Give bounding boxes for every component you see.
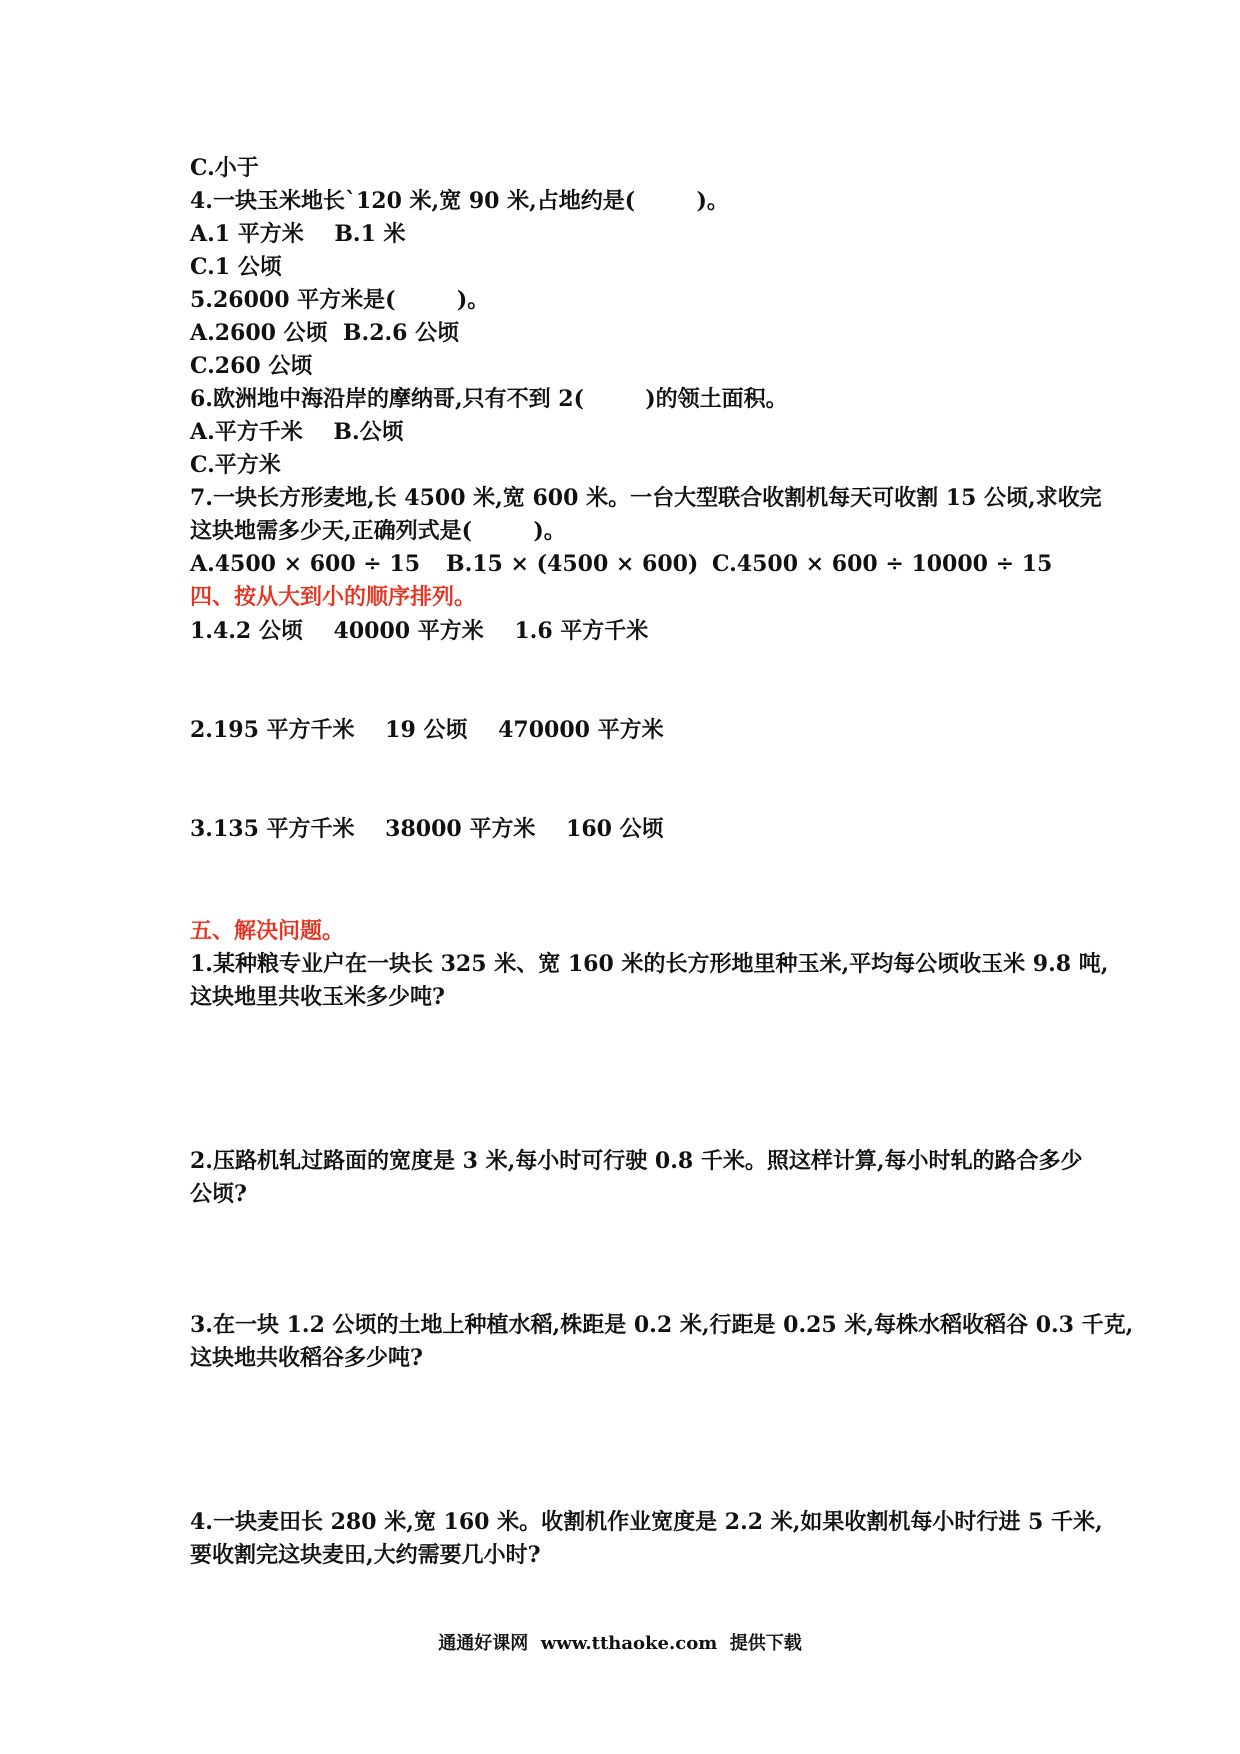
q5-option-c: C.260 公顷 [190,353,313,379]
q7-option-c: C.4500 × 600 ÷ 10000 ÷ 15 [712,551,1053,577]
problem-2-line1: 2.压路机轧过路面的宽度是 3 米,每小时可行驶 0.8 千米。照这样计算,每小时轧的路合多少 [190,1148,1083,1174]
footer-credit: 通通好课网 www.tthaoke.com 提供下载 [438,1633,802,1654]
q5-options-ab: A.2600 公顷 B.2.6 公顷 [190,320,460,346]
problem-4-line2: 要收割完这块麦田,大约需要几小时? [190,1542,541,1568]
sort-item-3: 3.135 平方千米 38000 平方米 160 公顷 [190,816,664,842]
sort-item-2: 2.195 平方千米 19 公顷 470000 平方米 [190,717,664,743]
q7-stem-line2: 这块地需多少天,正确列式是( )。 [190,518,566,544]
section5-heading: 五、解决问题。 [190,918,345,944]
problem-3-line2: 这块地共收稻谷多少吨? [190,1345,423,1371]
q7-option-a: A.4500 × 600 ÷ 15 [190,551,421,577]
sort-item-1: 1.4.2 公顷 40000 平方米 1.6 平方千米 [190,618,649,644]
q6-stem: 6.欧洲地中海沿岸的摩纳哥,只有不到 2( )的领土面积。 [190,386,788,412]
problem-2-line2: 公顷? [190,1181,247,1207]
problem-1-line2: 这块地里共收玉米多少吨? [190,984,445,1010]
q3-option-c: C.小于 [190,155,259,181]
problem-1-line1: 1.某种粮专业户在一块长 325 米、宽 160 米的长方形地里种玉米,平均每公顷收玉米 9.8 吨, [190,951,1109,977]
q4-options-ab: A.1 平方米 B.1 米 [190,221,406,247]
problem-3-line1: 3.在一块 1.2 公顷的土地上种植水稻,株距是 0.2 米,行距是 0.25 米,每株水稻收稻谷 0.3 千克, [190,1312,1134,1338]
q4-stem: 4.一块玉米地长`120 米,宽 90 米,占地约是( )。 [190,188,729,214]
q6-option-c: C.平方米 [190,452,281,478]
q7-stem-line1: 7.一块长方形麦地,长 4500 米,宽 600 米。一台大型联合收割机每天可收割 15 公顷,求收完 [190,485,1102,511]
section4-heading: 四、按从大到小的顺序排列。 [190,584,477,610]
q7-option-b: B.15 × (4500 × 600) [446,551,699,577]
problem-4-line1: 4.一块麦田长 280 米,宽 160 米。收割机作业宽度是 2.2 米,如果收割机每小时行进 5 千米, [190,1509,1103,1535]
q6-options-ab: A.平方千米 B.公顷 [190,419,404,445]
q5-stem: 5.26000 平方米是( )。 [190,287,490,313]
q4-option-c: C.1 公顷 [190,254,282,280]
